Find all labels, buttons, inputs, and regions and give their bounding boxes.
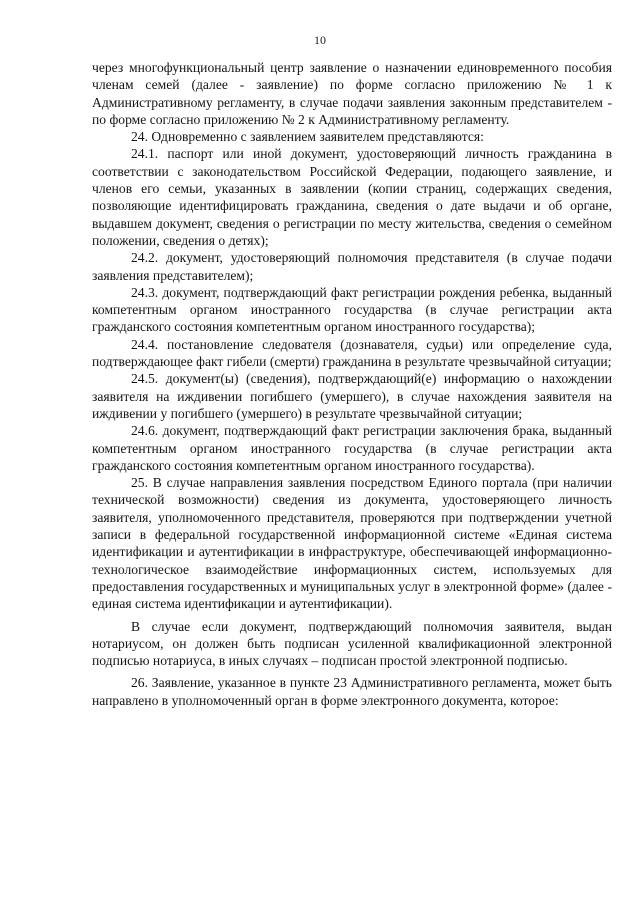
paragraph-24-6: 24.6. документ, подтверждающий факт регистрации заключения брака, выданный компетентным органом иностранного государства (в случае регистрации акта гражданского состояния компетентным органом иностранного государства). xyxy=(92,423,612,473)
paragraph-25: 25. В случае направления заявления посредством Единого портала (при наличии технической возможности) сведения из документа, удостоверяющего личность заявителя, уполномоченного представителя, проверяются при подтверждении учетной записи в федеральной государственной информационной системе «Единая система идентификации и аутентификации в инфраструктуре, обеспечивающей информационно-технологическое взаимодействие информационных систем, используемых для предоставления государственных и муниципальных услуг в электронной форме» (далее - единая система идентификации и аутентификации). xyxy=(92,475,612,612)
document-body xyxy=(92,59,612,709)
paragraph-24: 24. Одновременно с заявлением заявителем представляются: xyxy=(131,129,484,145)
paragraph-24-5: 24.5. документ(ы) (сведения), подтверждающий(е) информацию о нахождении заявителя на иждивении погибшего (умершего), в случае нахождения заявителя на иждивении у погибшего (умершего) в результате чрезвычайной ситуации; xyxy=(92,371,612,421)
page-number: 10 xyxy=(314,33,326,47)
paragraph-24-3: 24.3. документ, подтверждающий факт регистрации рождения ребенка, выданный компетентным органом иностранного государства (в случае регистрации акта гражданского состояния компетентным органом иностранного государства); xyxy=(92,284,612,335)
paragraph-24-4: 24.4. постановление следователя (дознавателя, судьи) или определение суда, подтверждающее факт гибели (смерти) гражданина в результате чрезвычайной ситуации; xyxy=(92,336,612,370)
paragraph-24-1: 24.1. паспорт или иной документ, удостоверяющий личность гражданина в соответствии с законодательством Российской Федерации, подающего заявление, и членов его семьи, указанных в заявлении (копии страниц, содержащих сведения, позволяющие идентифицировать гражданина, сведения о дате выдачи и об органе, выдавшем документ, сведения о регистрации по месту жительства, сведения о семейном положении, сведения о детях); xyxy=(92,146,612,248)
paragraph-26: 26. Заявление, указанное в пункте 23 Административного регламента, может быть направлено в уполномоченный орган в форме электронного документа, которое: xyxy=(92,675,612,708)
paragraph-24-2: 24.2. документ, удостоверяющий полномочия представителя (в случае подачи заявления представителем); xyxy=(92,250,612,283)
paragraph-25-notary: В случае если документ, подтверждающий полномочия заявителя, выдан нотариусом, он должен быть подписан усиленной квалификационной электронной подписью нотариуса, в иных случаях – подписан простой электронной подписью. xyxy=(92,618,612,669)
paragraph-continuation: через многофункциональный центр заявление о назначении единовременного пособия членам семей (далее - заявление) по форме согласно приложению № 1 к Административному регламенту, в случае подачи заявления законным представителем - по форме согласно приложению № 2 к Административному регламенту. xyxy=(92,60,612,127)
